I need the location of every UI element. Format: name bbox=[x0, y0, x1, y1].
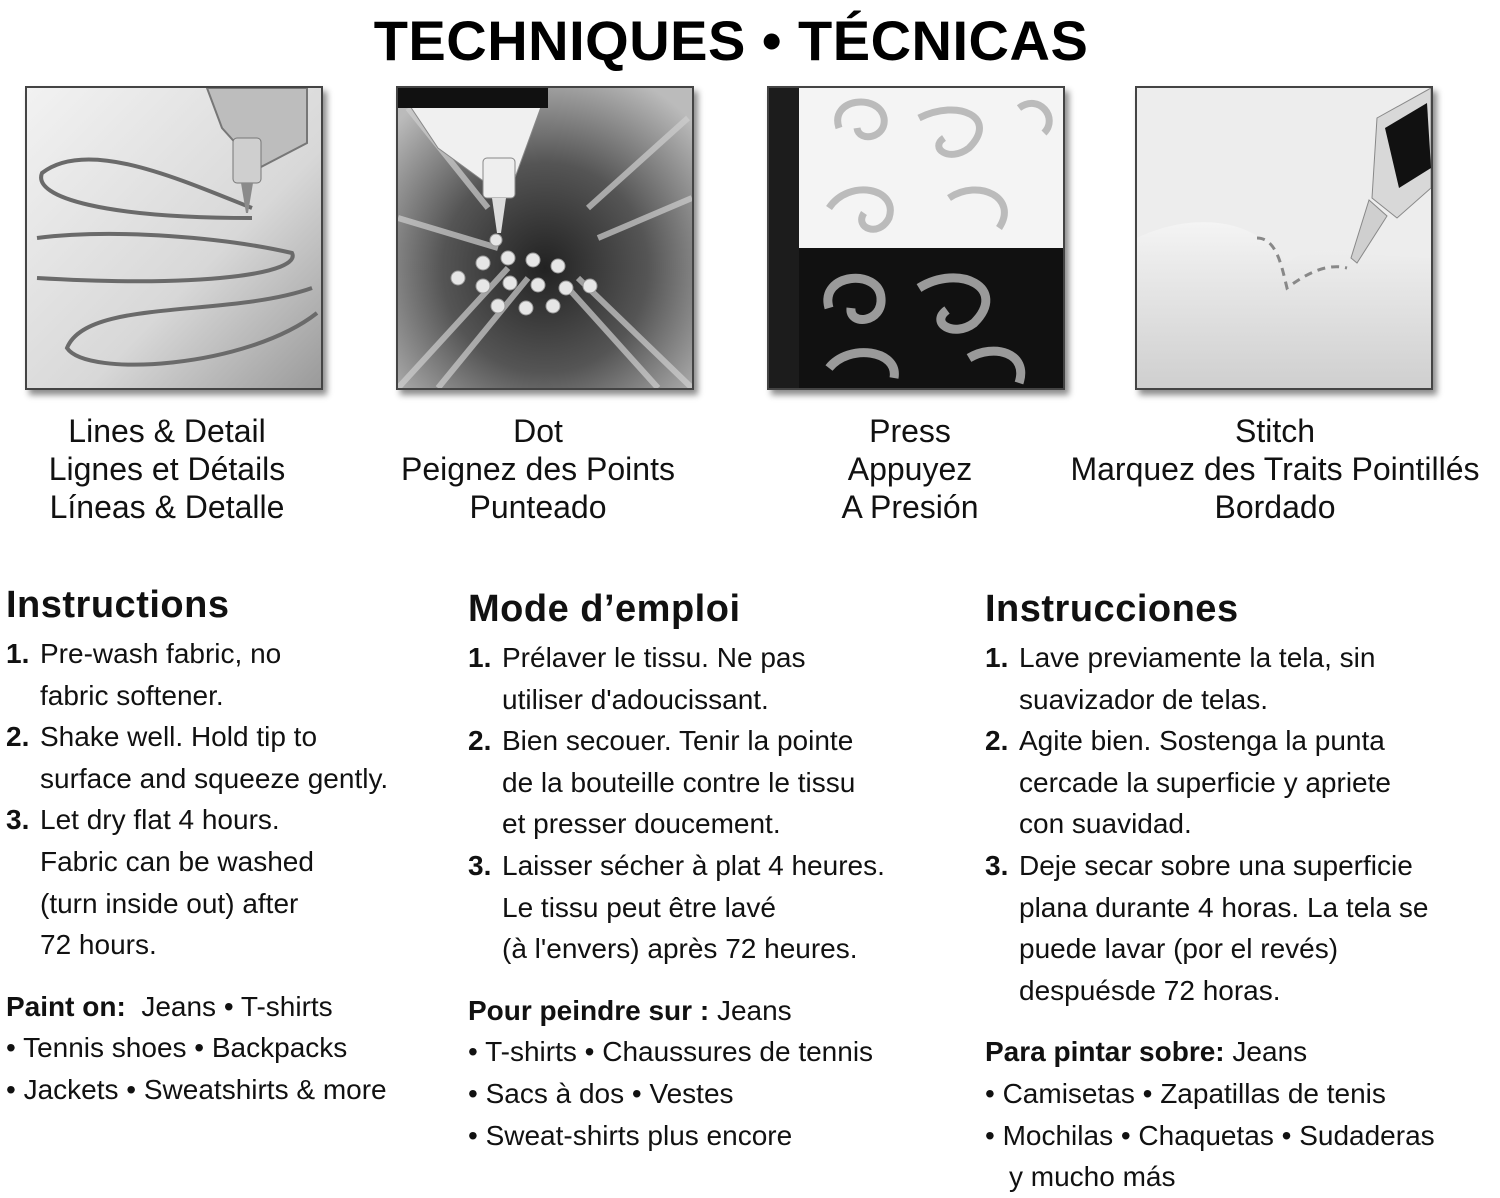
dot-photo-icon bbox=[398, 88, 692, 388]
step-text: Prélaver le tissu. Ne pas bbox=[502, 642, 806, 673]
caption-dot bbox=[380, 412, 696, 526]
step-text: suavizador de telas. bbox=[1019, 683, 1269, 715]
paint-on-label: Paint on: bbox=[6, 990, 126, 1022]
step-number: 2. bbox=[985, 725, 1009, 757]
step-number: 2. bbox=[6, 721, 30, 753]
step-text: surface and squeeze gently. bbox=[40, 762, 389, 794]
caption-press bbox=[770, 412, 1050, 526]
paint-on-text: y mucho más bbox=[1009, 1161, 1176, 1193]
step-number: 2. bbox=[468, 725, 492, 757]
paint-on-list bbox=[6, 986, 388, 1111]
stitch-photo-icon bbox=[1137, 88, 1431, 388]
step-text: Laisser sécher à plat 4 heures. bbox=[502, 849, 885, 881]
caption-line: A Presión bbox=[841, 489, 979, 525]
caption-line: Appuyez bbox=[847, 451, 973, 487]
step-text: Lave previamente la tela, sin bbox=[1019, 642, 1376, 673]
step-text: de la bouteille contre le tissu bbox=[502, 766, 856, 798]
paint-on-text: • Camisetas • Zapatillas de tenis bbox=[985, 1077, 1386, 1109]
step-text: cercade la superficie y apriete bbox=[1019, 766, 1391, 798]
caption-stitch bbox=[1054, 412, 1496, 526]
caption-line: Bordado bbox=[1214, 489, 1336, 525]
step-text: Agite bien. Sostenga la punta bbox=[1019, 725, 1385, 757]
step-text: Pre-wash fabric, no bbox=[40, 638, 282, 669]
step-text: utiliser d'adoucissant. bbox=[502, 683, 769, 715]
lines-detail-photo bbox=[25, 86, 323, 390]
step-3 bbox=[6, 799, 388, 965]
caption-line: Marquez des Traits Pointillés bbox=[1070, 451, 1480, 487]
paint-on-text: • Jackets • Sweatshirts & more bbox=[6, 1073, 387, 1105]
step-number: 3. bbox=[985, 849, 1009, 881]
instructions-spanish bbox=[985, 588, 1435, 1198]
section-heading: Instrucciones bbox=[985, 588, 1239, 630]
paint-on-label: Para pintar sobre: bbox=[985, 1036, 1225, 1068]
step-text: Le tissu peut être lavé bbox=[502, 891, 776, 923]
paint-on-list bbox=[468, 990, 885, 1156]
step-text: fabric softener. bbox=[40, 679, 224, 711]
paint-on-text: • Sacs à dos • Vestes bbox=[468, 1077, 734, 1109]
paint-on-list bbox=[985, 1031, 1435, 1197]
caption-line: Dot bbox=[513, 413, 563, 449]
dot-photo bbox=[396, 86, 694, 390]
step-number: 3. bbox=[6, 804, 30, 836]
step-2 bbox=[985, 720, 1435, 845]
caption-line: Líneas & Detalle bbox=[49, 489, 285, 525]
step-text: et presser doucement. bbox=[502, 808, 781, 840]
step-3 bbox=[985, 845, 1435, 1011]
step-text: Shake well. Hold tip to bbox=[40, 721, 318, 753]
step-text: Bien secouer. Tenir la pointe bbox=[502, 725, 854, 757]
section-heading: Mode d’emploi bbox=[468, 588, 741, 630]
step-text: puede lavar (por el revés) bbox=[1019, 933, 1339, 965]
paint-on-text: Jeans bbox=[716, 994, 792, 1026]
press-photo-icon bbox=[769, 88, 1063, 388]
step-number: 1. bbox=[985, 642, 1009, 673]
caption-line: Lines & Detail bbox=[68, 413, 266, 449]
instructions-english bbox=[6, 584, 388, 1111]
paint-on-text: Jeans bbox=[1232, 1036, 1308, 1068]
step-1 bbox=[468, 637, 885, 720]
step-text: con suavidad. bbox=[1019, 808, 1192, 840]
step-text: despuésde 72 horas. bbox=[1019, 974, 1281, 1006]
caption-line: Lignes et Détails bbox=[48, 451, 286, 487]
paint-on-text: • T-shirts • Chaussures de tennis bbox=[468, 1036, 874, 1068]
step-text: plana durante 4 horas. La tela se bbox=[1019, 891, 1429, 923]
step-text: Fabric can be washed bbox=[40, 845, 314, 877]
page-title: TECHNIQUES • TÉCNICAS bbox=[373, 9, 1089, 72]
step-2 bbox=[468, 720, 885, 845]
step-text: (à l'envers) après 72 heures. bbox=[502, 933, 858, 965]
paint-on-label: Pour peindre sur : bbox=[468, 994, 710, 1026]
step-number: 1. bbox=[6, 638, 30, 669]
step-text: Deje secar sobre una superficie bbox=[1019, 849, 1413, 881]
step-text: (turn inside out) after bbox=[40, 887, 299, 919]
step-number: 3. bbox=[468, 849, 492, 881]
step-1 bbox=[6, 633, 388, 716]
caption-line: Peignez des Points bbox=[401, 451, 675, 487]
instructions-french bbox=[468, 588, 885, 1156]
paint-on-text: • Sweat-shirts plus encore bbox=[468, 1119, 793, 1151]
paint-on-text: Jeans • T-shirts bbox=[141, 990, 333, 1022]
stitch-photo bbox=[1135, 86, 1433, 390]
step-text: Let dry flat 4 hours. bbox=[40, 804, 280, 836]
caption-line: Punteado bbox=[469, 489, 607, 525]
paint-on-text: • Tennis shoes • Backpacks bbox=[6, 1032, 348, 1064]
caption-line: Stitch bbox=[1234, 413, 1316, 449]
press-photo bbox=[767, 86, 1065, 390]
step-3 bbox=[468, 845, 885, 970]
step-2 bbox=[6, 716, 388, 799]
paint-on-text: • Mochilas • Chaquetas • Sudaderas bbox=[985, 1119, 1435, 1151]
section-heading: Instructions bbox=[6, 584, 230, 626]
caption-line: Press bbox=[869, 413, 951, 449]
step-1 bbox=[985, 637, 1435, 720]
step-text: 72 hours. bbox=[40, 929, 157, 961]
step-number: 1. bbox=[468, 642, 492, 673]
caption-lines-detail bbox=[22, 412, 312, 526]
lines-detail-photo-icon bbox=[27, 88, 321, 388]
